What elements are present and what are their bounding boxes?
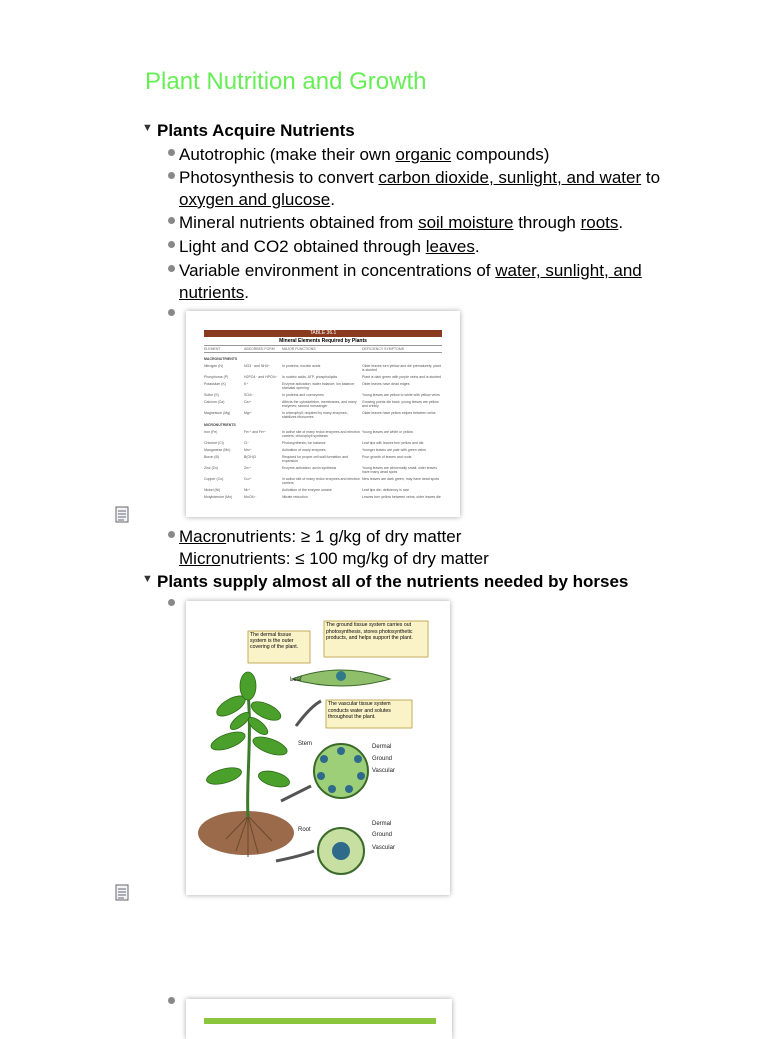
table-row — [204, 400, 442, 408]
list-item: Variable environment in concentrations of water, sunlight, and nutrients. — [179, 261, 642, 302]
table-row — [204, 364, 442, 372]
table-row — [204, 488, 442, 492]
callout-vascular-text: The vascular tissue system conducts water and solutes throughout the plant. — [328, 701, 391, 720]
table-cell: Zinc (Zn) — [204, 466, 218, 470]
table-cell: Magnesium (Mg) — [204, 411, 231, 415]
table-cell: SO4²⁻ — [244, 393, 255, 397]
bullet-icon — [168, 599, 175, 606]
bullet-icon — [168, 217, 175, 224]
table-cell: Affects the cytoskeleton, membranes, and many enzymes; second messenger — [282, 400, 357, 408]
table-section-label: MACRONUTRIENTS — [204, 357, 238, 361]
bullet-icon — [168, 309, 175, 316]
table-section-label: MICRONUTRIENTS — [204, 423, 236, 427]
plant-tissue-diagram — [186, 601, 450, 895]
list-item: Light and CO2 obtained through leaves. — [179, 237, 480, 256]
table-cell: Leaves turn yellow between veins; older leaves die — [362, 495, 441, 499]
stem — [248, 691, 250, 817]
label-stem-vascular: Vascular — [372, 768, 395, 774]
table-cell: Nitrate reduction — [282, 495, 308, 499]
table-cell: Copper (Cu) — [204, 477, 224, 481]
section-heading-nutrients: Plants Acquire Nutrients — [157, 121, 355, 140]
table-header-cell: DEFICIENCY SYMPTOMS — [362, 347, 405, 351]
table-cell: In active site of many redox enzymes and electron carriers; chlorophyll synthesis — [282, 430, 360, 438]
page-title: Plant Nutrition and Growth — [145, 68, 427, 95]
list-item: Autotrophic (make their own organic compounds) — [179, 145, 550, 164]
table-cell: Leaf tips wilt; leaves turn yellow and die — [362, 441, 424, 445]
arrow — [281, 786, 311, 801]
table-label: TABLE 36.1 — [204, 330, 442, 337]
table-cell: B(OH)3 — [244, 455, 256, 459]
label-root-dermal: Dermal — [372, 821, 392, 827]
label-root: Root — [298, 827, 311, 833]
table-cell: Nitrogen (N) — [204, 364, 224, 368]
table-row — [204, 466, 442, 474]
label-root-ground: Ground — [372, 832, 393, 838]
table-cell: In active site of many redox enzymes and electron carriers — [282, 477, 360, 485]
table-cell: Younger leaves are pale with green veins — [362, 448, 426, 452]
table-row — [204, 375, 442, 379]
arrow — [276, 851, 314, 861]
bullet-icon — [168, 265, 175, 272]
table-row — [204, 393, 442, 397]
table-cell: Nickel (Ni) — [204, 488, 221, 492]
collapse-triangle-icon[interactable]: ▼ — [142, 573, 153, 585]
table-cell: MoO4²⁻ — [244, 495, 257, 499]
list-item: Mineral nutrients obtained from soil moisture through roots. — [179, 213, 624, 232]
table-cell: Growing points die back; young leaves are yellow and crinkly — [362, 400, 439, 408]
mineral-table-image — [186, 311, 460, 517]
label-leaf: Leaf — [290, 677, 302, 683]
table-cell: Plant is dark green with purple veins and is stunted — [362, 375, 441, 379]
bullet-icon — [168, 531, 175, 538]
list-item: Photosynthesis to convert carbon dioxide, sunlight, and water to oxygen and glucose. — [179, 168, 661, 209]
table-cell: Enzyme activation; auxin synthesis — [282, 466, 337, 470]
table-cell: Older leaves have yellow stripes between veins — [362, 411, 436, 415]
table-cell: Fe²⁺ and Fe³⁺ — [244, 430, 266, 434]
table-cell: Enzyme activation; water balance; ion balance; stomatal opening — [282, 382, 355, 390]
table-cell: Calcium (Ca) — [204, 400, 225, 404]
table-cell: Ni²⁺ — [244, 488, 251, 492]
table-row — [204, 382, 442, 390]
table-cell: Boron (B) — [204, 455, 219, 459]
callout-ground-text: The ground tissue system carries out photosynthesis, stores photosynthetic products, and helps support the plant. — [326, 622, 413, 641]
table-row — [204, 441, 442, 445]
bullet-icon — [168, 997, 175, 1004]
macro-rows — [204, 364, 442, 419]
table-header-cell: ABSORBED FORM — [244, 347, 275, 351]
note-icon[interactable] — [115, 506, 129, 523]
table-cell: Molybdenum (Mo) — [204, 495, 233, 499]
table-row — [204, 477, 442, 485]
table-cell: Mg²⁺ — [244, 411, 252, 415]
table-cell: Potassium (K) — [204, 382, 226, 386]
table-cell: Sulfur (S) — [204, 393, 219, 397]
table-cell: Poor growth of leaves and roots — [362, 455, 412, 459]
section-heading-horses: Plants supply almost all of the nutrients needed by horses — [157, 572, 629, 591]
mineral-table — [204, 330, 442, 510]
bullet-icon — [168, 149, 175, 156]
table-cell: Leaf tips die; deficiency is rare — [362, 488, 410, 492]
table-cell: Phosphorus (P) — [204, 375, 229, 379]
table-cell: Activation of the enzyme urease — [282, 488, 332, 492]
table-header-cell: MAJOR FUNCTIONS — [282, 347, 316, 351]
label-stem: Stem — [298, 741, 313, 747]
table-cell: In proteins and coenzymes — [282, 393, 324, 397]
table-cell: Cu²⁺ — [244, 477, 252, 481]
table-cell: Young leaves are white or yellow — [362, 430, 413, 434]
table-cell: Young leaves are abnormally small; older leaves have many dead spots — [362, 466, 437, 474]
table-cell: Older leaves turn yellow and die prematurely; plant is stunted — [362, 364, 441, 372]
callout-dermal-text: The dermal tissue system is the outer covering of the plant. — [250, 632, 299, 650]
note-icon[interactable] — [115, 884, 129, 901]
table-cell: Photosynthesis; ion balance — [282, 441, 326, 445]
table-cell: In chlorophyll; required by many enzymes; stabilizes ribosomes — [282, 411, 348, 419]
table-cell: New leaves are dark green, may have dead spots — [362, 477, 440, 481]
table-cell: Iron (Fe) — [204, 430, 218, 434]
table-cell: Cl⁻ — [244, 441, 250, 445]
table-cell: H2PO4⁻ and HPO4²⁻ — [244, 375, 278, 379]
leaf-vein — [336, 671, 346, 681]
arrow — [296, 701, 321, 726]
table-caption: Mineral Elements Required by Plants — [279, 338, 367, 344]
table-cell: NO3⁻ and NH4⁺ — [244, 364, 270, 368]
list-item: Macronutrients: ≥ 1 g/kg of dry matter Micronutrients: ≤ 100 mg/kg of dry matter — [179, 527, 489, 568]
table-row — [204, 448, 442, 452]
plant-diagram-svg — [186, 601, 450, 895]
table-row — [204, 455, 442, 463]
bullet-icon — [168, 241, 175, 248]
table-row — [204, 495, 442, 499]
next-image — [186, 999, 452, 1039]
table-header-cell: ELEMENT — [204, 347, 221, 351]
table-cell: Ca²⁺ — [244, 400, 252, 404]
label-root-vascular: Vascular — [372, 845, 395, 851]
table-cell: Activation of many enzymes — [282, 448, 326, 452]
table-cell: Manganese (Mn) — [204, 448, 231, 452]
root-vascular-core — [332, 842, 350, 860]
table-cell: K⁺ — [244, 382, 249, 386]
table-cell: In proteins, nucleic acids — [282, 364, 321, 368]
label-stem-dermal: Dermal — [372, 744, 392, 750]
table-row — [204, 411, 442, 419]
label-stem-ground: Ground — [372, 756, 393, 762]
table-cell: Young leaves are yellow to white with yellow veins — [362, 393, 440, 397]
table-cell: In nucleic acids, ATP, phospholipids — [282, 375, 338, 379]
table-cell: Older leaves have dead edges — [362, 382, 410, 386]
table-cell: Zn²⁺ — [244, 466, 252, 470]
micro-rows — [204, 430, 442, 499]
table-cell: Chlorine (Cl) — [204, 441, 224, 445]
bullet-icon — [168, 172, 175, 179]
green-banner — [204, 1018, 436, 1024]
table-cell: Required for proper cell wall formation and expansion — [282, 455, 348, 463]
table-header — [204, 345, 442, 353]
collapse-triangle-icon[interactable]: ▼ — [142, 122, 153, 134]
table-row — [204, 430, 442, 438]
table-cell: Mn²⁺ — [244, 448, 252, 452]
